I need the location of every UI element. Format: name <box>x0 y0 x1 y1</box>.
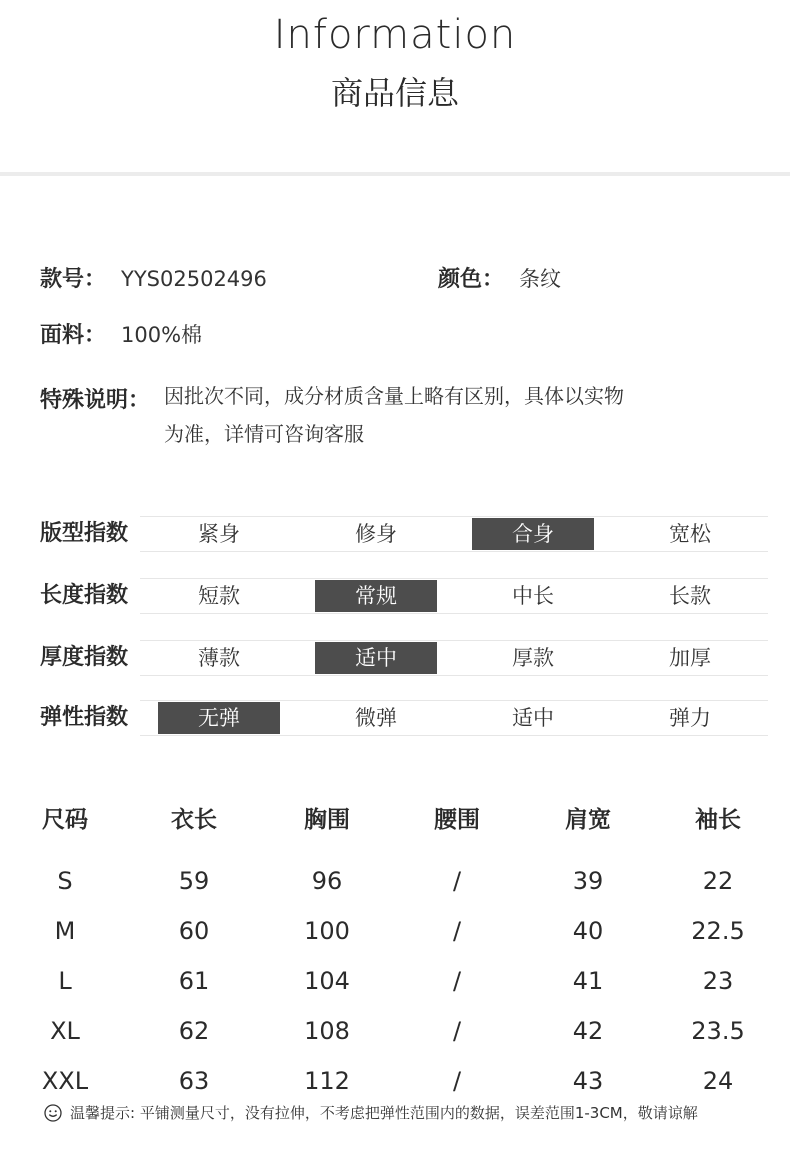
size-table-cell: / <box>452 967 462 995</box>
size-table-cell: / <box>452 867 462 895</box>
index-option: 微弹 <box>355 706 397 730</box>
index-option: 长款 <box>669 584 711 608</box>
size-table-header-cell: 衣长 <box>171 807 217 833</box>
size-table-cell: 112 <box>304 1067 350 1095</box>
size-table-cell: 59 <box>178 867 210 895</box>
index-row <box>0 700 790 736</box>
index-option: 厚款 <box>512 646 554 670</box>
index-label: 长度指数 <box>40 583 129 608</box>
size-table-row <box>0 1061 790 1101</box>
index-option: 宽松 <box>669 522 711 546</box>
size-table-cell: 61 <box>178 967 210 995</box>
index-option-selected: 无弹 <box>158 702 280 734</box>
size-table-row <box>0 961 790 1001</box>
index-label: 厚度指数 <box>40 645 129 670</box>
size-table-header <box>0 800 790 840</box>
size-table-header-cell: 尺码 <box>42 807 88 833</box>
size-table-cell: 62 <box>178 1017 210 1045</box>
size-table-cell: 108 <box>304 1017 350 1045</box>
fabric-label: 面料： <box>40 323 107 348</box>
tip <box>44 1102 698 1123</box>
size-table-cell: 23 <box>702 967 734 995</box>
size-table-cell: / <box>452 1067 462 1095</box>
size-table-header-cell: 胸围 <box>304 807 350 833</box>
size-table-cell: 24 <box>702 1067 734 1095</box>
size-table-cell: 60 <box>178 917 210 945</box>
index-option: 适中 <box>512 706 554 730</box>
size-table-cell: S <box>57 867 73 895</box>
index-option-selected: 合身 <box>472 518 594 550</box>
index-option: 加厚 <box>669 646 711 670</box>
size-table-cell: M <box>54 917 76 945</box>
index-option: 短款 <box>198 584 240 608</box>
color-value: 条纹 <box>519 267 562 291</box>
color-row <box>438 262 561 293</box>
style-no-value: YYS02502496 <box>121 267 267 291</box>
size-table-row <box>0 1011 790 1051</box>
size-table-cell: 42 <box>572 1017 604 1045</box>
size-table-row <box>0 911 790 951</box>
size-table-cell: / <box>452 1017 462 1045</box>
style-no-label: 款号： <box>40 267 107 292</box>
size-table-cell: 41 <box>572 967 604 995</box>
index-label: 版型指数 <box>40 521 129 546</box>
size-table-cell: / <box>452 917 462 945</box>
page-title-en: Information <box>273 12 517 58</box>
size-table-header-cell: 腰围 <box>434 807 480 833</box>
index-option: 中长 <box>512 584 554 608</box>
size-table-cell: 104 <box>304 967 350 995</box>
size-table-cell: 100 <box>304 917 350 945</box>
size-table-cell: L <box>58 967 72 995</box>
size-table-row <box>0 861 790 901</box>
index-option-selected: 适中 <box>315 642 437 674</box>
size-table-cell: 43 <box>572 1067 604 1095</box>
size-table-cell: 39 <box>572 867 604 895</box>
color-label: 颜色： <box>438 267 505 292</box>
size-table-cell: 22 <box>702 867 734 895</box>
index-option: 紧身 <box>198 522 240 546</box>
size-table-cell: 40 <box>572 917 604 945</box>
index-option-selected: 常规 <box>315 580 437 612</box>
smile-icon <box>44 1104 62 1122</box>
size-table-header-cell: 袖长 <box>695 807 741 833</box>
size-table-cell: 22.5 <box>691 917 745 945</box>
size-table-cell: 63 <box>178 1067 210 1095</box>
index-row <box>0 516 790 552</box>
size-table-cell: 96 <box>311 867 343 895</box>
note-line-2: 为准，详情可咨询客服 <box>164 422 364 446</box>
size-table-header-cell: 肩宽 <box>565 807 611 833</box>
index-label: 弹性指数 <box>40 705 129 730</box>
header-divider <box>0 172 790 176</box>
page-title-zh: 商品信息 <box>330 74 459 112</box>
note-line-1: 因批次不同，成分材质含量上略有区别，具体以实物 <box>164 384 624 408</box>
size-table-cell: XXL <box>41 1067 89 1095</box>
tip-text: 温馨提示: 平铺测量尺寸，没有拉伸，不考虑把弹性范围内的数据，误差范围1-3CM，敬请谅解 <box>70 1104 698 1122</box>
index-row <box>0 578 790 614</box>
index-row <box>0 640 790 676</box>
note-row <box>40 383 150 414</box>
index-option: 修身 <box>355 522 397 546</box>
index-option: 弹力 <box>669 706 711 730</box>
note-label: 特殊说明： <box>40 388 151 413</box>
style-no-row <box>40 262 267 293</box>
size-table-cell: 23.5 <box>691 1017 745 1045</box>
index-option: 薄款 <box>198 646 240 670</box>
fabric-row <box>40 318 202 349</box>
size-table-cell: XL <box>50 1017 80 1045</box>
fabric-value: 100%棉 <box>121 323 203 347</box>
